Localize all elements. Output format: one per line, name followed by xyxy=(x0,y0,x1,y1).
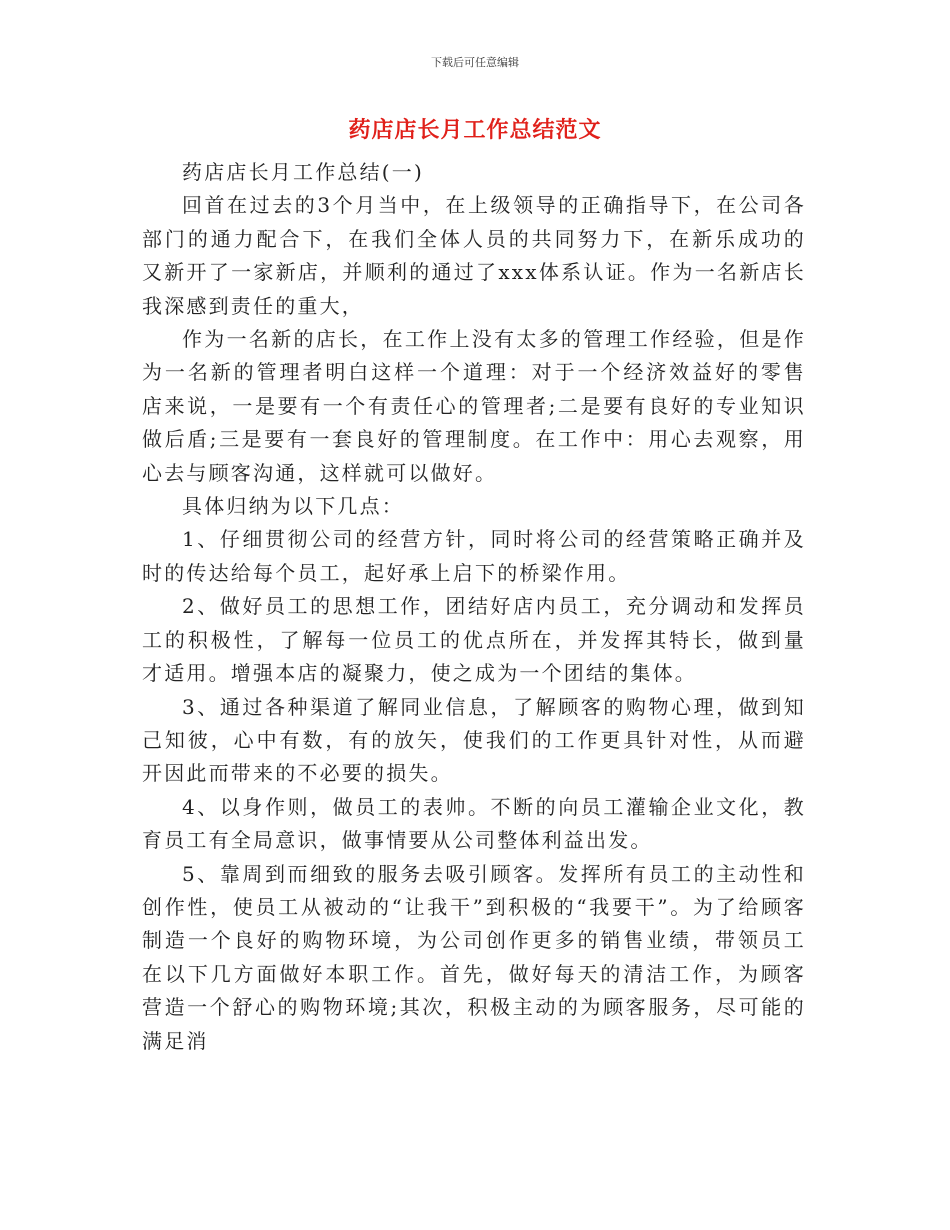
document-title: 药店店长月工作总结范文 xyxy=(348,117,602,143)
paragraph-experience: 作为一名新的店长，在工作上没有太多的管理工作经验，但是作为一名新的管理者明白这样一个道理：对于一个经济效益好的零售店来说，一是要有一个有责任心的管理者;二是要有良好的专业知识做后盾;三是要有一套良好的管理制度。在工作中：用心去观察，用心去与顾客沟通，这样就可以做好。 xyxy=(142,327,806,485)
document-body xyxy=(142,156,806,1058)
list-item-1: 1、仔细贯彻公司的经营方针，同时将公司的经营策略正确并及时的传达给每个员工，起好承上启下的桥梁作用。 xyxy=(142,527,806,585)
list-item-4: 4、以身作则，做员工的表帅。不断的向员工灌输企业文化，教育员工有全局意识，做事情要从公司整体利益出发。 xyxy=(142,794,806,853)
list-item-3: 3、通过各种渠道了解同业信息，了解顾客的购物心理，做到知己知彼，心中有数，有的放矢，使我们的工作更具针对性，从而避开因此而带来的不必要的损失。 xyxy=(142,694,806,786)
list-item-2: 2、做好员工的思想工作，团结好店内员工，充分调动和发挥员工的积极性，了解每一位员工的优点所在，并发挥其特长，做到量才适用。增强本店的凝聚力，使之成为一个团结的集体。 xyxy=(142,594,806,686)
section-heading: 药店店长月工作总结(一) xyxy=(182,160,425,184)
list-item-5: 5、靠周到而细致的服务去吸引顾客。发挥所有员工的主动性和创作性，使员工从被动的“让我干”到积极的“我要干”。为了给顾客制造一个良好的购物环境，为公司创作更多的销售业绩，带领员工在以下几方面做好本职工作。首先，做好每天的清洁工作，为顾客营造一个舒心的购物环境;其次，积极主动的为顾客服务，尽可能的满足消 xyxy=(142,861,806,1053)
paragraph-intro: 回首在过去的3个月当中，在上级领导的正确指导下，在公司各部门的通力配合下，在我们全体人员的共同努力下，在新乐成功的又新开了一家新店，并顺利的通过了xxx体系认证。作为一名新店长我深感到责任的重大， xyxy=(142,193,806,318)
paragraph-summary-lead: 具体归纳为以下几点： xyxy=(182,494,404,519)
header-note: 下载后可任意编辑 xyxy=(431,56,519,69)
